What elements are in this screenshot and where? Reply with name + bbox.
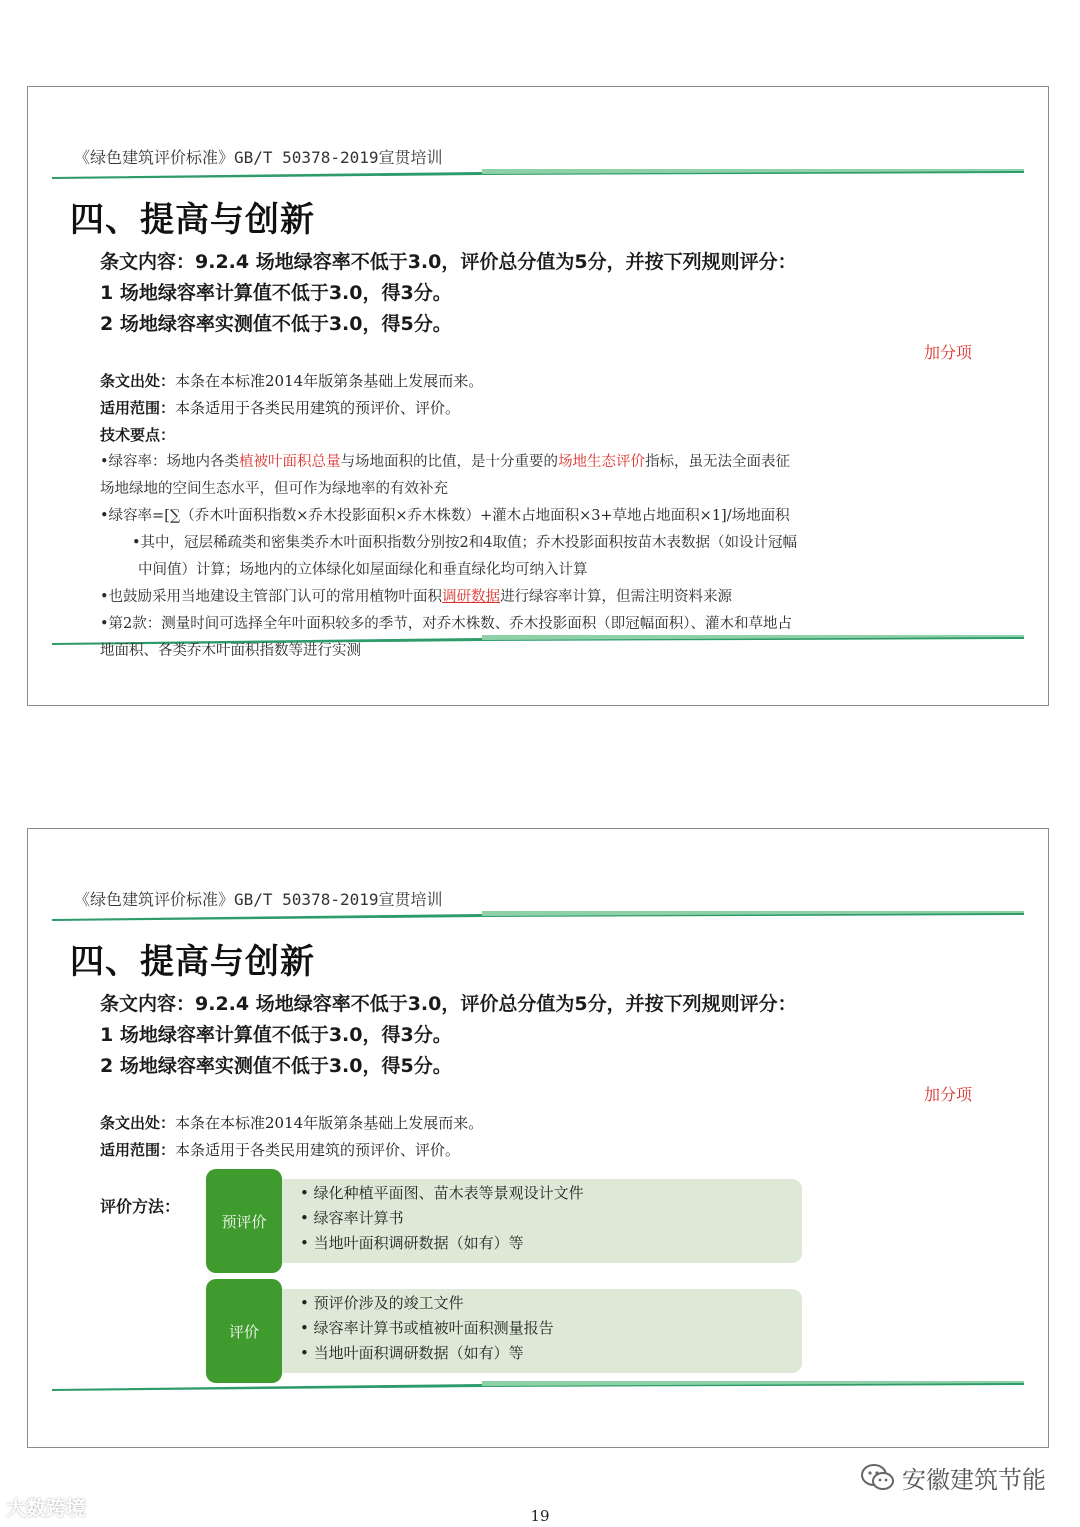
list-item: • 当地叶面积调研数据（如有）等 [300,1341,554,1366]
highlight: 场地生态评价 [558,454,646,470]
text: 进行绿容率计算，但需注明资料来源 [500,589,733,605]
list-item: • 当地叶面积调研数据（如有）等 [300,1231,584,1256]
clause-origin [100,1112,483,1133]
tech-point-1 [100,449,790,476]
account-name: 安徽建筑节能 [902,1466,1046,1494]
wechat-icon [860,1463,896,1499]
scope-label: 适用范围： [100,399,176,417]
method-tag: 评价 [206,1279,282,1383]
clause-item-2: 2 场地绿容率实测值不低于3.0，得5分。 [100,313,452,335]
highlight: 植被叶面积总量 [239,454,341,470]
account-watermark [860,1460,1046,1499]
method-list [300,1291,554,1366]
course-title: 《绿色建筑评价标准》GB/T 50378-2019宣贯培训 [74,148,443,167]
text: 指标，虽无法全面表征 [645,454,791,470]
evaluation-method-label: 评价方法： [100,1197,181,1216]
top-rule [52,911,1024,921]
method-tag: 预评价 [206,1169,282,1273]
list-item: • 预评价涉及的竣工文件 [300,1291,554,1316]
list-item: • 绿容率计算书或植被叶面积测量报告 [300,1316,554,1341]
page-number: 19 [530,1507,550,1525]
slide-2 [27,828,1049,1448]
page-heading: 四、提高与创新 [70,200,315,240]
method-list [300,1181,584,1256]
scope-text: 本条适用于各类民用建筑的预评价、评价。 [175,399,461,417]
clause-content: 条文内容：9.2.4 场地绿容率不低于3.0，评价总分值为5分，并按下列规则评分： [100,993,797,1015]
scope [100,397,460,418]
tech-point-3-cont: 中间值）计算；场地内的立体绿化如屋面绿化和垂直绿化均可纳入计算 [138,562,588,578]
scope-text: 本条适用于各类民用建筑的预评价、评价。 [175,1141,461,1159]
bottom-rule [52,1381,1024,1391]
tech-point-5: •第2款：测量时间可选择全年叶面积较多的季节，对乔木株数、乔木投影面积（即冠幅面积）、灌木和草地占 [100,616,793,632]
highlight: 调研数据 [442,589,501,605]
clause-origin [100,370,483,391]
method-pre-evaluation [206,1169,802,1273]
text: •也鼓励采用当地建设主管部门认可的常用植物叶面积 [100,589,443,605]
scope [100,1139,460,1160]
origin-label: 条文出处： [100,372,176,390]
tech-point-4 [100,584,732,611]
scope-label: 适用范围： [100,1141,176,1159]
clause-item-2: 2 场地绿容率实测值不低于3.0，得5分。 [100,1055,452,1077]
tech-points-heading [100,424,175,445]
tech-point-1-cont: 场地绿地的空间生态水平，但可作为绿地率的有效补充 [100,481,448,497]
top-rule [52,169,1024,179]
method-evaluation [206,1279,802,1383]
list-item: • 绿化种植平面图、苗木表等景观设计文件 [300,1181,584,1206]
clause-item-1: 1 场地绿容率计算值不低于3.0，得3分。 [100,1024,452,1046]
origin-text: 本条在本标准2014年版第条基础上发展而来。 [175,1114,484,1132]
text: 与场地面积的比值，是十分重要的 [340,454,559,470]
tech-label: 技术要点： [100,426,176,444]
tech-point-2: •绿容率=[∑（乔木叶面积指数×乔木投影面积×乔木株数）+灌木占地面积×3+草地占地面积×1]/场地面积 [100,508,790,524]
origin-label: 条文出处： [100,1114,176,1132]
watermark-logo: 大数跨境 [6,1496,86,1520]
list-item: • 绿容率计算书 [300,1206,584,1231]
course-title: 《绿色建筑评价标准》GB/T 50378-2019宣贯培训 [74,890,443,909]
clause-item-1: 1 场地绿容率计算值不低于3.0，得3分。 [100,282,452,304]
page-heading: 四、提高与创新 [70,942,315,982]
clause-content: 条文内容：9.2.4 场地绿容率不低于3.0，评价总分值为5分，并按下列规则评分： [100,251,797,273]
slide-1 [27,86,1049,706]
text: •绿容率：场地内各类 [100,454,240,470]
tech-point-5-cont: 地面积、各类乔木叶面积指数等进行实测 [100,643,361,659]
tech-point-3: •其中，冠层稀疏类和密集类乔木叶面积指数分别按2和4取值；乔木投影面积按苗木表数据（如设计冠幅 [132,535,797,551]
origin-text: 本条在本标准2014年版第条基础上发展而来。 [175,372,484,390]
bonus-tag: 加分项 [923,343,972,362]
bonus-tag: 加分项 [923,1085,972,1104]
